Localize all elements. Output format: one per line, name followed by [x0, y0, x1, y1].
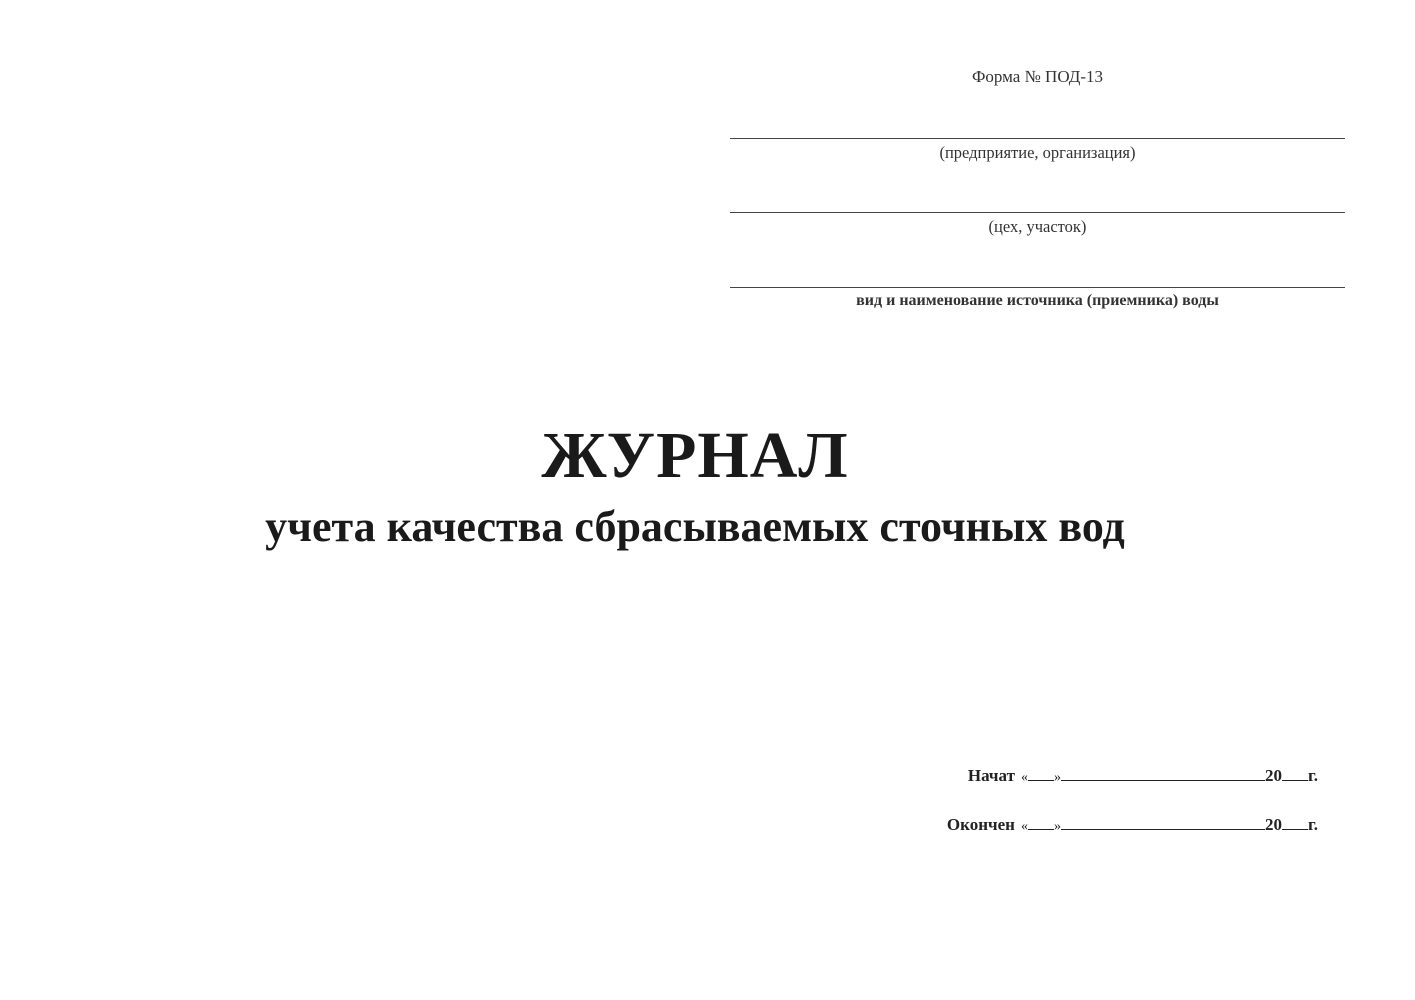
- start-date-row: [968, 766, 1318, 786]
- end-day-blank: [1028, 815, 1054, 830]
- start-year-suffix: г.: [1307, 766, 1318, 785]
- end-month-blank: [1061, 815, 1265, 830]
- start-date-label: Начат: [967, 766, 1015, 785]
- open-quote: «: [1020, 819, 1028, 834]
- workshop-line: [730, 212, 1345, 213]
- organization-caption: (предприятие, организация): [939, 143, 1136, 162]
- open-quote: «: [1020, 770, 1028, 785]
- end-date-row: [947, 815, 1318, 835]
- end-year-blank: [1282, 815, 1308, 830]
- workshop-caption: (цех, участок): [988, 217, 1087, 236]
- water-source-line: [730, 287, 1345, 288]
- end-date-label: Окончен: [946, 815, 1015, 834]
- organization-line: [730, 138, 1345, 139]
- start-year-blank: [1282, 766, 1308, 781]
- end-year-suffix: г.: [1307, 815, 1318, 834]
- start-month-blank: [1061, 766, 1265, 781]
- page-title: ЖУРНАЛ: [541, 419, 849, 492]
- end-year-prefix: 20: [1264, 815, 1282, 834]
- water-source-caption: вид и наименование источника (приемника) воды: [856, 292, 1219, 309]
- start-year-prefix: 20: [1264, 766, 1282, 785]
- start-day-blank: [1028, 766, 1054, 781]
- form-number: Форма № ПОД-13: [971, 67, 1104, 86]
- page-subtitle: учета качества сбрасываемых сточных вод: [265, 502, 1125, 551]
- close-quote: »: [1053, 770, 1061, 785]
- close-quote: »: [1053, 819, 1061, 834]
